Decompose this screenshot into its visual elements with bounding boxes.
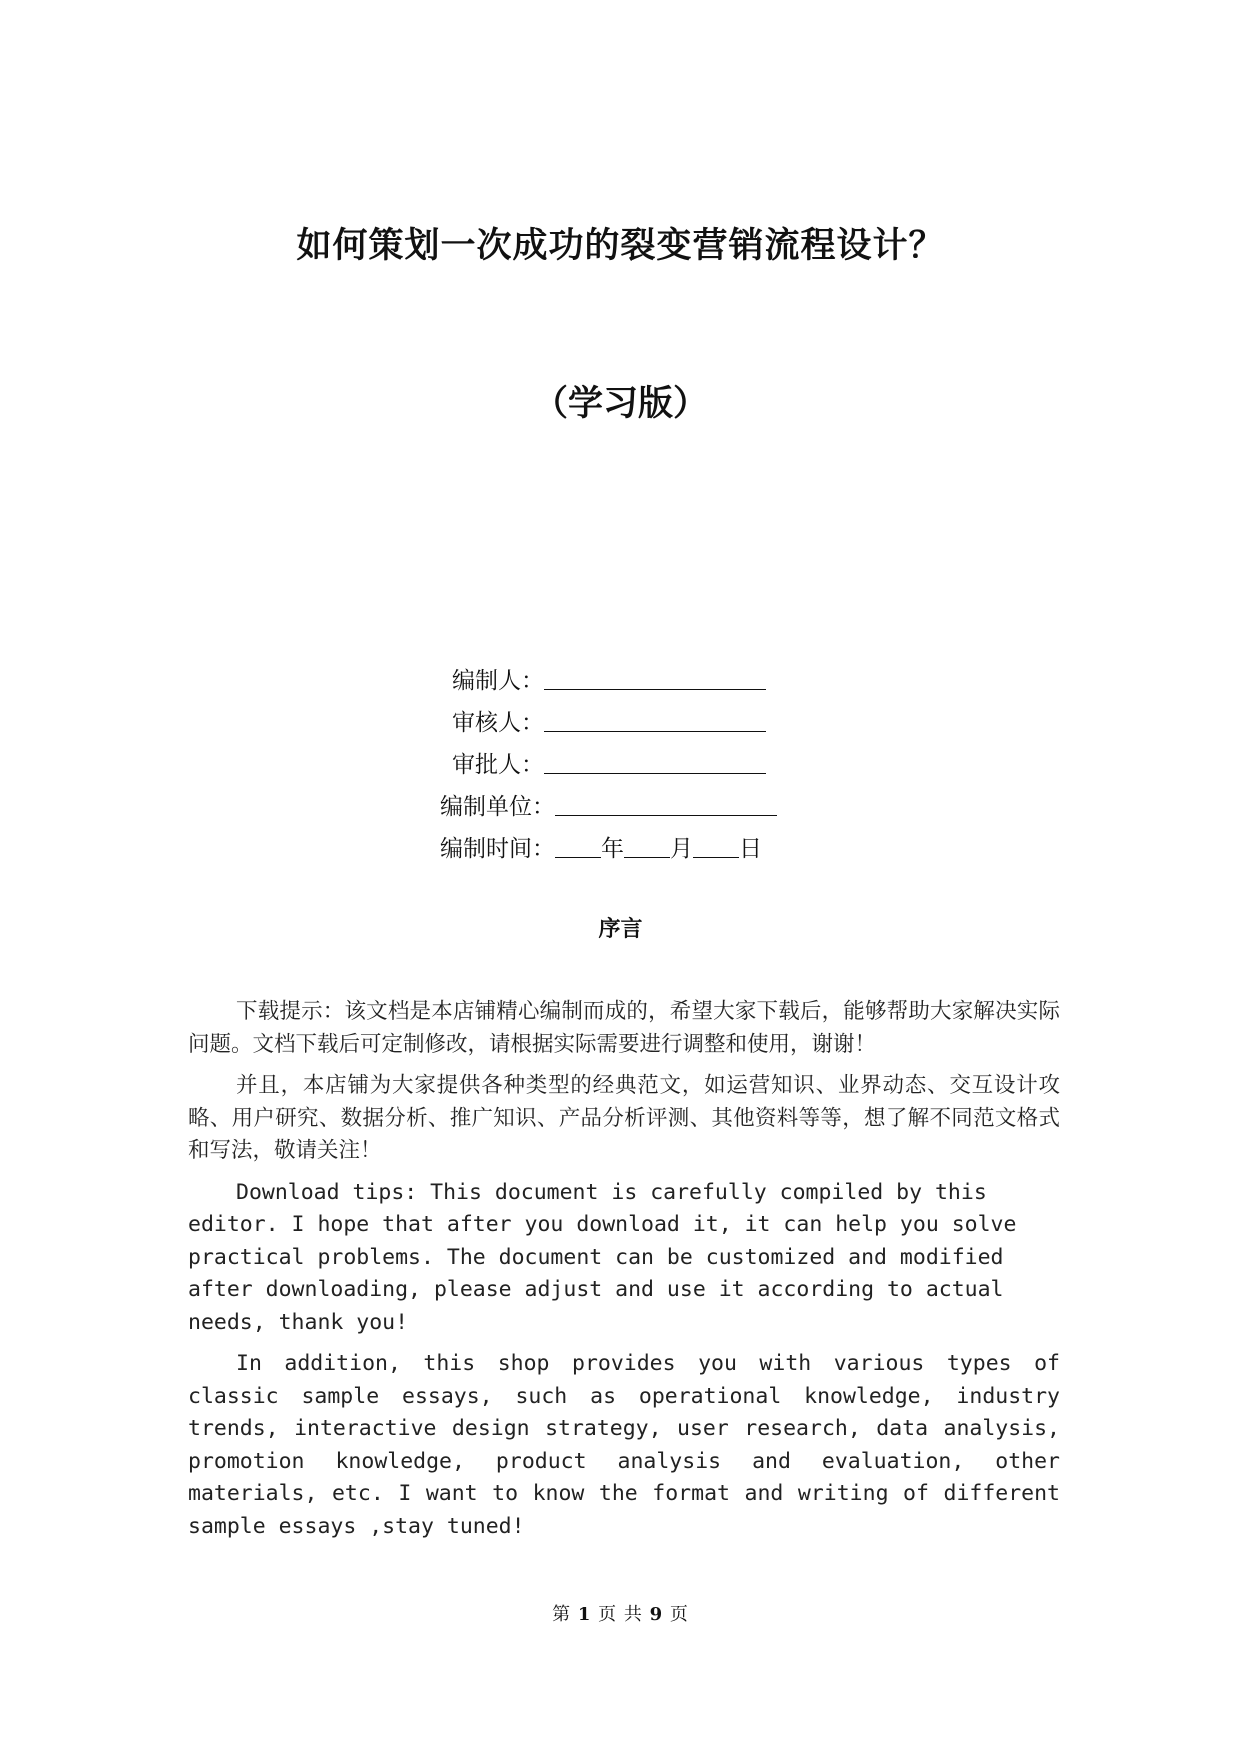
- footer-middle: 页 共: [598, 1604, 643, 1625]
- footer-suffix: 页: [669, 1604, 689, 1625]
- reviewer-label: 审核人：: [452, 710, 544, 736]
- reviewer-blank-line: [544, 707, 766, 732]
- preface-paragraph-en-1: Download tips: This document is carefully compiled by this editor. I hope that after you download it, it can help you solve practical problems. The document can be customized and modified after downloading, please adjust and use it according to actual needs, thank you!: [188, 1179, 1017, 1335]
- unit-row: [440, 786, 860, 828]
- approval-block: [440, 660, 860, 870]
- preface-body: [188, 996, 1060, 1552]
- reviewer-row: [440, 702, 860, 744]
- preface-paragraph-cn-2: 并且，本店铺为大家提供各种类型的经典范文，如运营知识、业界动态、交互设计攻略、用户研究、数据分析、推广知识、产品分析评测、其他资料等等，想了解不同范文格式和写法，敬请关注！: [188, 1073, 1060, 1163]
- preface-heading: 序言: [598, 917, 643, 942]
- document-subtitle: （学习版）: [532, 383, 708, 424]
- document-title: 如何策划一次成功的裂变营销流程设计？: [296, 225, 945, 266]
- time-label: 编制时间：: [440, 836, 555, 862]
- month-blank-line: [624, 833, 670, 858]
- approver-blank-line: [544, 749, 766, 774]
- year-blank-line: [555, 833, 601, 858]
- day-blank-line: [693, 833, 739, 858]
- footer-prefix: 第: [552, 1604, 572, 1625]
- approver-label: 审批人：: [452, 752, 544, 778]
- compiler-label: 编制人：: [452, 668, 544, 694]
- page-footer: [0, 1600, 1241, 1626]
- approver-row: [440, 744, 860, 786]
- footer-current-page: 1: [577, 1604, 592, 1625]
- unit-label: 编制单位：: [440, 794, 555, 820]
- month-char: 月: [670, 836, 693, 862]
- time-row: [440, 828, 860, 870]
- compiler-blank-line: [544, 665, 766, 690]
- day-char: 日: [739, 836, 762, 862]
- footer-total-pages: 9: [649, 1604, 664, 1625]
- year-char: 年: [601, 836, 624, 862]
- preface-paragraph-en-2: In addition, this shop provides you with various types of classic sample essays, such as operational knowledge, industry trends, interactive design strategy, user research, data analysis, promotion knowledge, product analysis and evaluation, other materials, etc. I want to know the format and writing of different sample essays ,stay tuned!: [188, 1351, 1060, 1539]
- preface-paragraph-cn-1: 下载提示：该文档是本店铺精心编制而成的，希望大家下载后，能够帮助大家解决实际问题。文档下载后可定制修改，请根据实际需要进行调整和使用，谢谢！: [188, 999, 1060, 1057]
- compiler-row: [440, 660, 860, 702]
- unit-blank-line: [555, 791, 777, 816]
